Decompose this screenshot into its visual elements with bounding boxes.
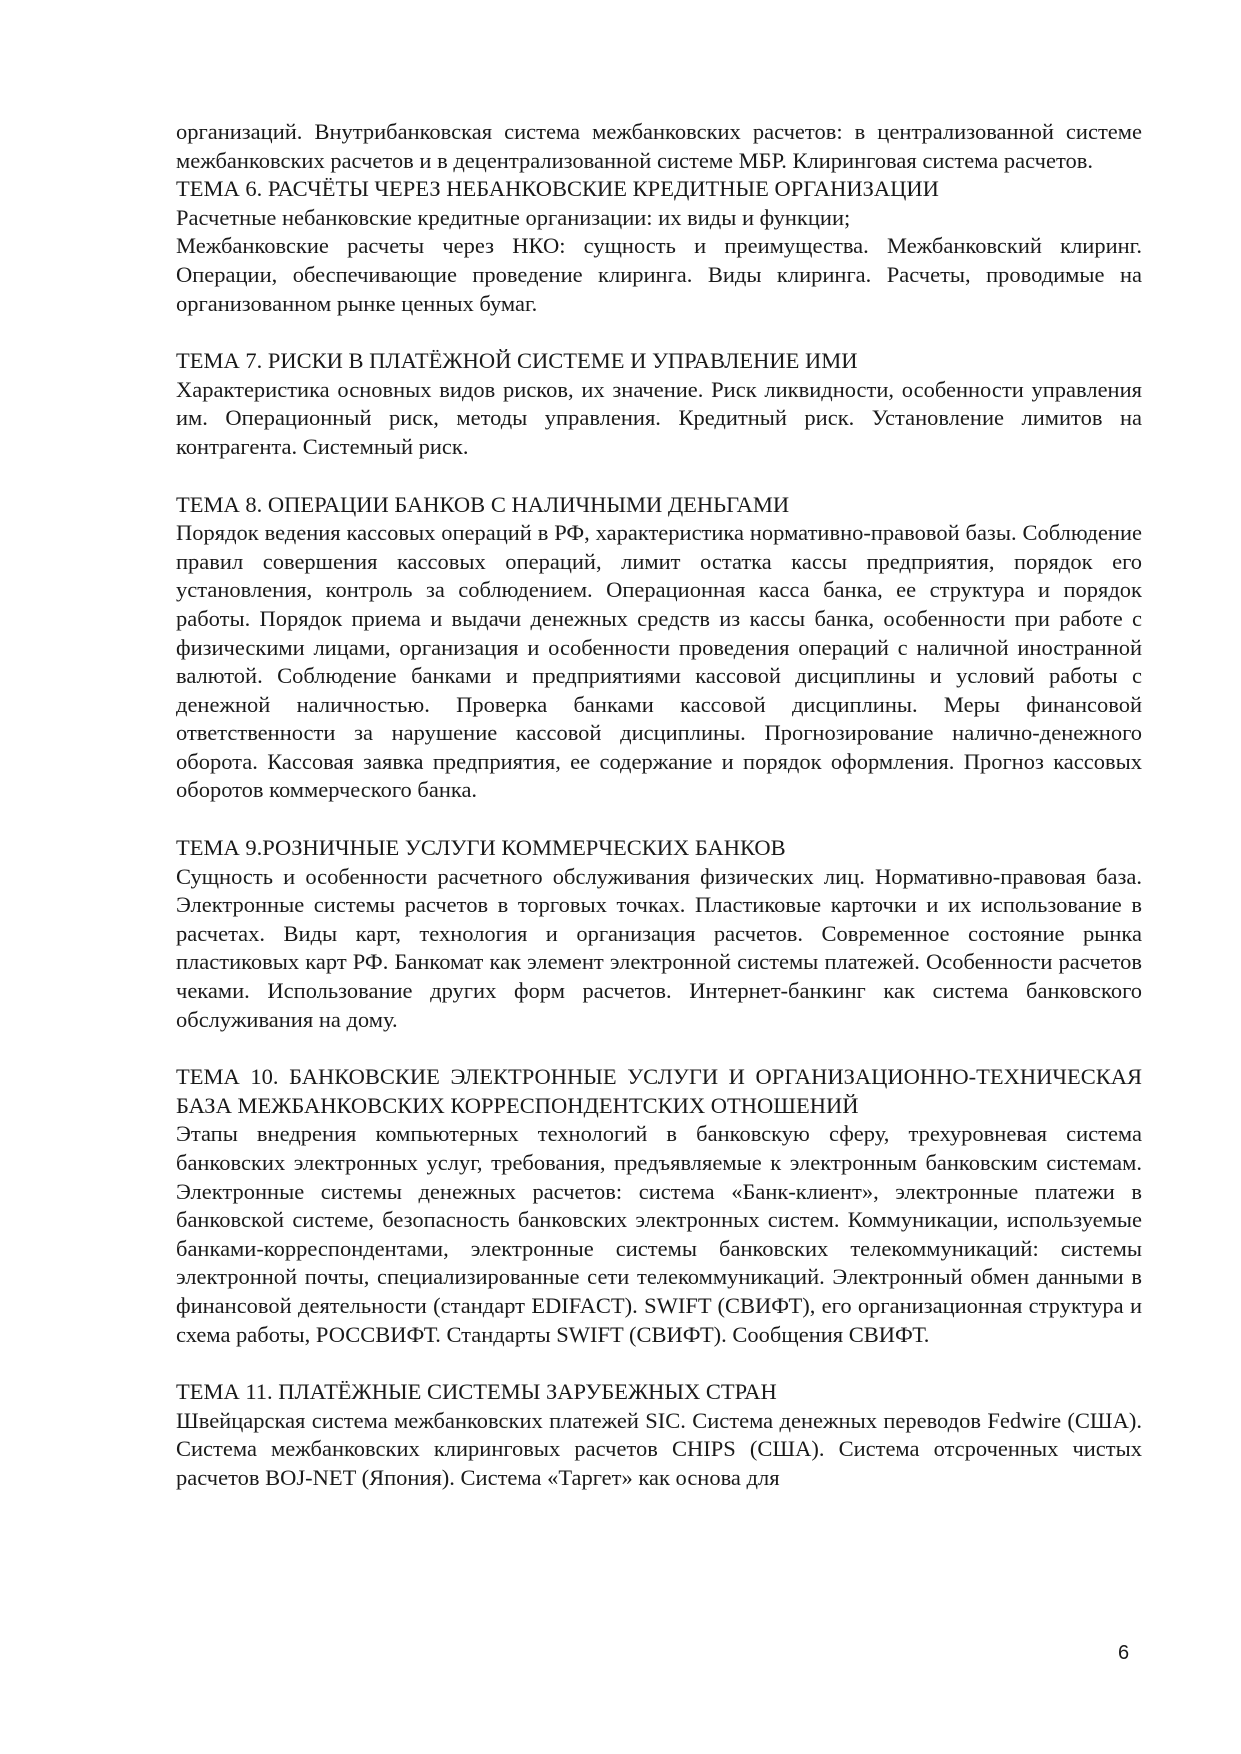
- section-paragraph: Характеристика основных видов рисков, их значение. Риск ликвидности, особенности управления им. Операционный риск, методы управления. Кредитный риск. Установление лимитов на контрагента. Системный риск.: [176, 376, 1142, 459]
- section-paragraph: Этапы внедрения компьютерных технологий в банковскую сферу, трехуровневая система банковских электронных услуг, требования, предъявляемые к электронным банковским системам. Электронные системы денежных расчетов: система «Банк-клиент», электронные платежи в банковской системе, безопасность банковских электронных систем. Коммуникации, используемые банками-корреспондентами, электронные системы банковских телекоммуникаций: системы электронной почты, специализированные сети телекоммуникаций. Электронный обмен данными в финансовой деятельности (стандарт EDIFACT). SWIFT (СВИФТ), его организационная структура и схема работы, РОССВИФТ. Стандарты SWIFT (СВИФТ). Сообщения СВИФТ.: [176, 1121, 1142, 1347]
- section-topic-9: [176, 834, 1142, 1034]
- section-paragraph: Сущность и особенности расчетного обслуживания физических лиц. Нормативно-правовая база. Электронные системы расчетов в торговых точках. Пластиковые карточки и их использование в расчетах. Виды карт, технология и организация расчетов. Современное состояние рынка пластиковых карт РФ. Банкомат как элемент электронной системы платежей. Особенности расчетов чеками. Использование других форм расчетов. Интернет-банкинг как система банковского обслуживания на дому.: [176, 863, 1142, 1032]
- section-topic-10: [176, 1063, 1142, 1349]
- section-heading: ТЕМА 10. БАНКОВСКИЕ ЭЛЕКТРОННЫЕ УСЛУГИ И ОРГАНИЗАЦИОННО-ТЕХНИЧЕСКАЯ БАЗА МЕЖБАНКОВСКИХ КОРРЕСПОНДЕНТСКИХ ОТНОШЕНИЙ: [176, 1064, 1142, 1118]
- section-paragraph: Расчетные небанковские кредитные организации: их виды и функции;: [176, 204, 851, 230]
- section-topic-6: [176, 175, 1142, 318]
- section-paragraph: Межбанковские расчеты через НКО: сущность и преимущества. Межбанковский клиринг. Операции, обеспечивающие проведение клиринга. Виды клиринга. Расчеты, проводимые на организованном рынке ценных бумаг.: [176, 233, 1142, 316]
- section-topic-7: [176, 347, 1142, 461]
- section-heading: ТЕМА 7. РИСКИ В ПЛАТЁЖНОЙ СИСТЕМЕ И УПРАВЛЕНИЕ ИМИ: [176, 348, 858, 374]
- section-topic-11: [176, 1378, 1142, 1492]
- section-paragraph: Швейцарская система межбанковских платежей SIC. Система денежных переводов Fedwire (США). Система межбанковских клиринговых расчетов CHIPS (США). Система отсроченных чистых расчетов BOJ-NET (Япония). Система «Таргет» как основа для: [176, 1407, 1142, 1490]
- section-heading: ТЕМА 11. ПЛАТЁЖНЫЕ СИСТЕМЫ ЗАРУБЕЖНЫХ СТРАН: [176, 1379, 777, 1405]
- section-paragraph: Порядок ведения кассовых операций в РФ, характеристика нормативно-правовой базы. Соблюдение правил совершения кассовых операций, лимит остатка кассы предприятия, порядок его установления, контроль за соблюдением. Операционная касса банка, ее структура и порядок работы. Порядок приема и выдачи денежных средств из кассы банка, особенности при работе с физическими лицами, организация и особенности проведения операций с наличной иностранной валютой. Соблюдение банками и предприятиями кассовой дисциплины и условий работы с денежной наличностью. Проверка банками кассовой дисциплины. Меры финансовой ответственности за нарушение кассовой дисциплины. Прогнозирование налично-денежного оборота. Кассовая заявка предприятия, ее содержание и порядок оформления. Прогноз кассовых оборотов коммерческого банка.: [176, 520, 1142, 803]
- intro-paragraph: организаций. Внутрибанковская система межбанковских расчетов: в централизованной системе межбанковских расчетов и в децентрализованной системе МБР. Клиринговая система расчетов.: [176, 119, 1142, 173]
- page-content: [176, 118, 1142, 1522]
- section-heading: ТЕМА 9.РОЗНИЧНЫЕ УСЛУГИ КОММЕРЧЕСКИХ БАНКОВ: [176, 835, 786, 861]
- section-heading: ТЕМА 8. ОПЕРАЦИИ БАНКОВ С НАЛИЧНЫМИ ДЕНЬГАМИ: [176, 491, 790, 517]
- page-number: 6: [1118, 1642, 1130, 1664]
- section-heading: ТЕМА 6. РАСЧЁТЫ ЧЕРЕЗ НЕБАНКОВСКИЕ КРЕДИТНЫЕ ОРГАНИЗАЦИИ: [176, 176, 939, 202]
- section-topic-8: [176, 491, 1142, 806]
